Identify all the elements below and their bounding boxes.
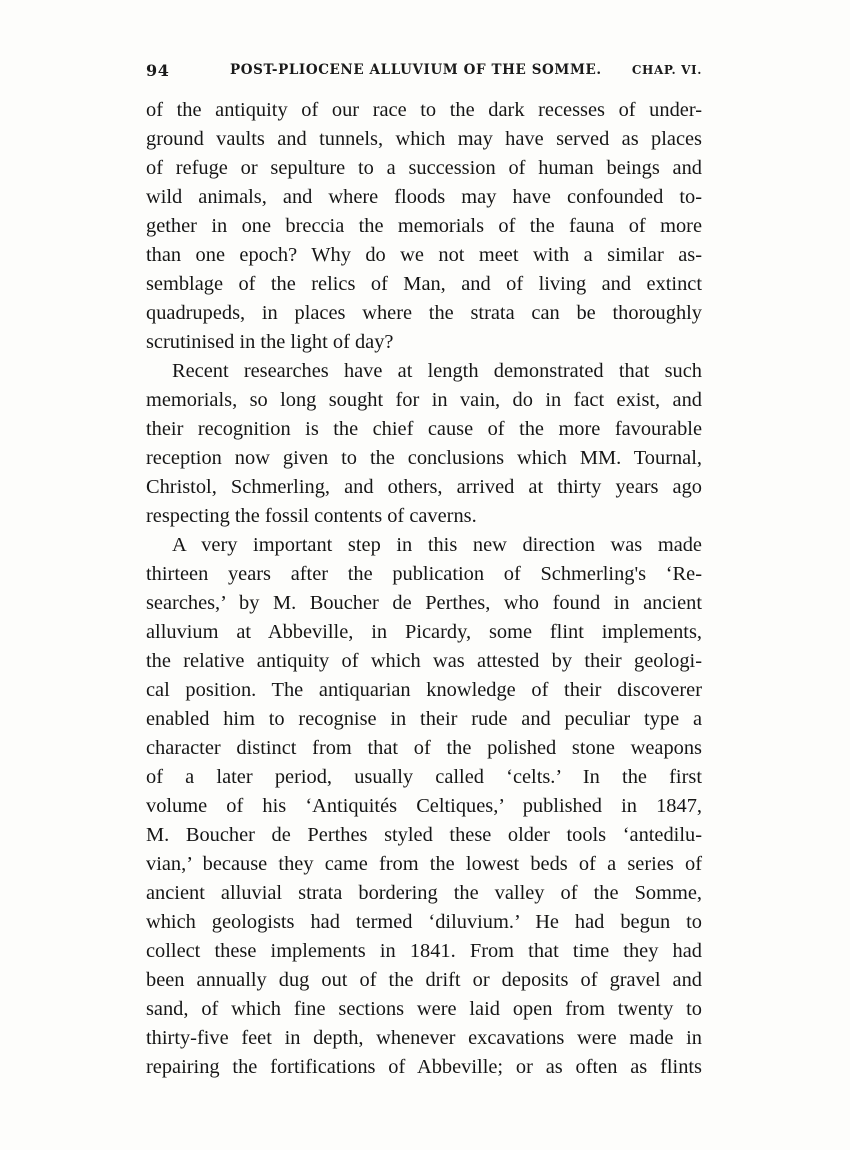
running-head bbox=[146, 58, 702, 84]
text-line: of refuge or sepulture to a succession of human beings and bbox=[146, 157, 702, 179]
text-line: sand, of which fine sections were laid open from twenty to bbox=[146, 998, 702, 1020]
text-line: scrutinised in the light of day? bbox=[146, 331, 394, 353]
text-line: semblage of the relics of Man, and of living and extinct bbox=[146, 273, 702, 295]
chapter-label: CHAP. VI. bbox=[631, 63, 702, 77]
text-line: gether in one breccia the memorials of the fauna of more bbox=[146, 215, 702, 237]
text-line: enabled him to recognise in their rude and peculiar type a bbox=[146, 708, 702, 730]
text-line: A very important step in this new direction was made bbox=[172, 534, 702, 556]
text-line: character distinct from that of the polished stone weapons bbox=[146, 737, 702, 759]
text-line: Recent researches have at length demonstrated that such bbox=[172, 360, 702, 382]
text-line: collect these implements in 1841. From that time they had bbox=[146, 940, 702, 962]
text-line: Christol, Schmerling, and others, arrived at thirty years ago bbox=[146, 476, 702, 498]
text-line: M. Boucher de Perthes styled these older tools ‘antedilu- bbox=[146, 824, 702, 846]
text-line: searches,’ by M. Boucher de Perthes, who found in ancient bbox=[146, 592, 702, 614]
text-line: been annually dug out of the drift or deposits of gravel and bbox=[146, 969, 702, 991]
text-line: alluvium at Abbeville, in Picardy, some flint implements, bbox=[146, 621, 702, 643]
paragraph bbox=[146, 357, 702, 531]
page-number: 94 bbox=[146, 61, 170, 80]
text-line: cal position. The antiquarian knowledge of their discoverer bbox=[146, 679, 702, 701]
text-line: of the antiquity of our race to the dark recesses of under- bbox=[146, 99, 702, 121]
text-line: than one epoch? Why do we not meet with a similar as- bbox=[146, 244, 702, 266]
text-line: memorials, so long sought for in vain, do in fact exist, and bbox=[146, 389, 702, 411]
text-line: thirty-five feet in depth, whenever excavations were made in bbox=[146, 1027, 702, 1049]
text-line: reception now given to the conclusions which MM. Tournal, bbox=[146, 447, 702, 469]
text-line: of a later period, usually called ‘celts.’ In the first bbox=[146, 766, 702, 788]
text-line: volume of his ‘Antiquités Celtiques,’ published in 1847, bbox=[146, 795, 702, 817]
text-line: their recognition is the chief cause of the more favourable bbox=[146, 418, 702, 440]
text-line: vian,’ because they came from the lowest beds of a series of bbox=[146, 853, 702, 875]
text-line: wild animals, and where floods may have confounded to- bbox=[146, 186, 702, 208]
text-line: thirteen years after the publication of Schmerling's ‘Re- bbox=[146, 563, 702, 585]
body-text bbox=[146, 96, 702, 1082]
text-line: which geologists had termed ‘diluvium.’ He had begun to bbox=[146, 911, 702, 933]
text-line: repairing the fortifications of Abbeville; or as often as flints bbox=[146, 1056, 702, 1078]
text-line: the relative antiquity of which was attested by their geologi- bbox=[146, 650, 702, 672]
paragraph bbox=[146, 531, 702, 1082]
running-title: POST-PLIOCENE ALLUVIUM OF THE SOMME. bbox=[230, 62, 602, 78]
text-line: ground vaults and tunnels, which may have served as places bbox=[146, 128, 702, 150]
paragraph bbox=[146, 96, 702, 357]
text-line: quadrupeds, in places where the strata can be thoroughly bbox=[146, 302, 702, 324]
text-line: ancient alluvial strata bordering the valley of the Somme, bbox=[146, 882, 702, 904]
text-line: respecting the fossil contents of caverns. bbox=[146, 505, 477, 527]
